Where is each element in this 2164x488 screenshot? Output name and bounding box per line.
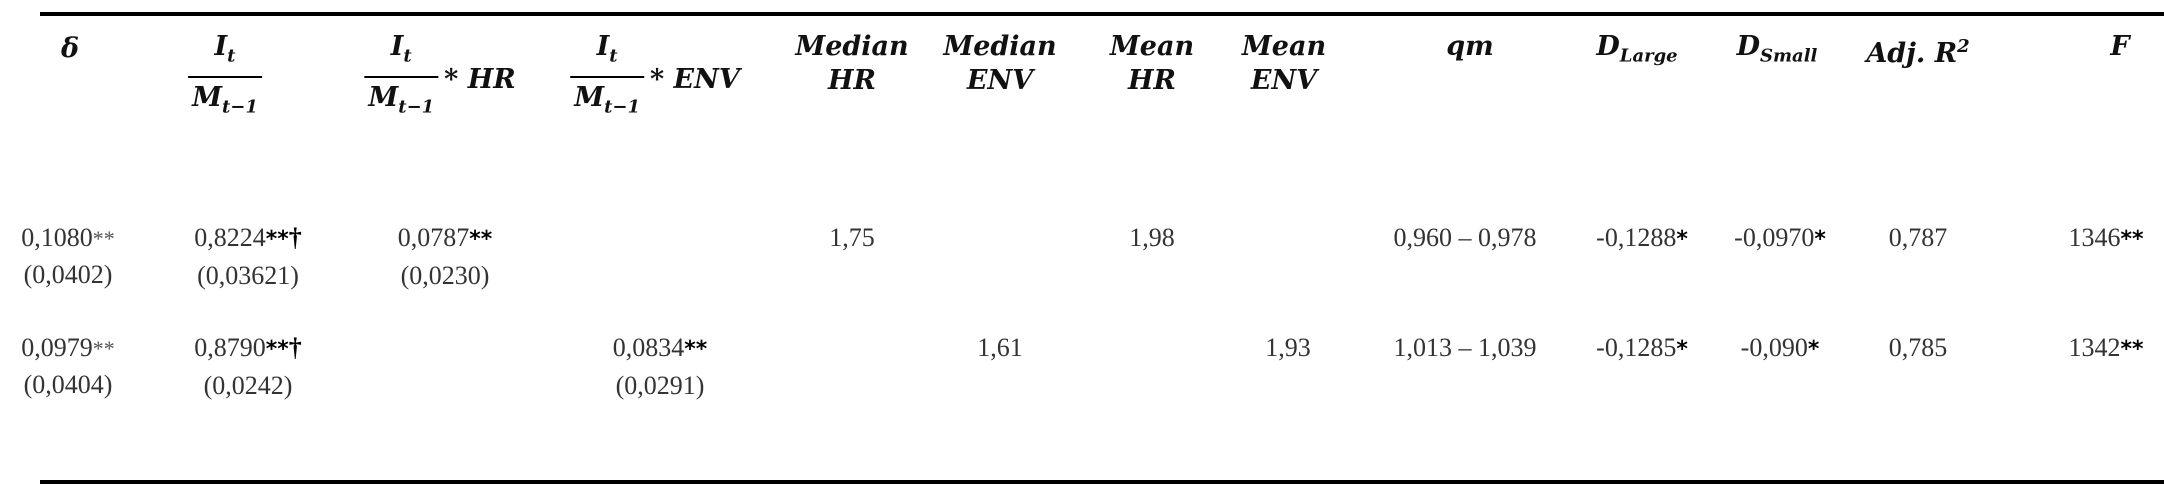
header-delta: δ (60, 33, 80, 64)
frac-denominator-sub: t−1 (221, 96, 258, 118)
header-median-env-line2: ENV (966, 65, 1034, 96)
row1-it-hr (398, 220, 493, 294)
row2-it (194, 330, 302, 404)
value: 0,8790 (194, 333, 266, 362)
value: -0,090 (1740, 333, 1808, 362)
header-adj-r2 (1866, 30, 1969, 71)
value: 1346 (2068, 223, 2121, 252)
stars: ** (2120, 227, 2144, 252)
frac-numerator: I (390, 31, 404, 62)
row2-d-large (1596, 330, 1688, 368)
row2-median-env: 1,61 (977, 333, 1023, 362)
frac-denominator-sub: t−1 (398, 96, 435, 118)
std-error: (0,0402) (23, 260, 113, 289)
value: 0,0787 (397, 223, 470, 252)
row2-f (2068, 330, 2143, 368)
header-median-hr-line1: Median (795, 31, 909, 62)
header-median-env-line1: Median (943, 31, 1057, 62)
suffix-hr: * HR (444, 64, 516, 96)
frac-denominator: M (368, 82, 399, 114)
std-error: (0,0242) (203, 371, 293, 400)
value: 1342 (2068, 333, 2121, 362)
top-rule (40, 12, 2164, 16)
dagger: † (288, 333, 302, 362)
header-mean-hr-line1: Mean (1109, 31, 1195, 62)
stars: ** (92, 226, 115, 251)
stars: ** (92, 336, 115, 361)
row2-qm: 1,013 – 1,039 (1393, 333, 1537, 362)
stars: * (1676, 337, 1688, 362)
stars: ** (265, 337, 289, 362)
header-median-hr (795, 30, 908, 98)
frac-numerator-sub: t (403, 45, 412, 67)
header-median-hr-line2: HR (828, 65, 876, 96)
header-d-large (1596, 30, 1677, 73)
frac-numerator: I (214, 31, 228, 62)
value: 0,0834 (612, 333, 685, 362)
stars: ** (684, 337, 708, 362)
value: -0,1285 (1596, 333, 1677, 362)
header-it-over-m (188, 30, 262, 125)
row1-mean-hr: 1,98 (1129, 223, 1175, 252)
value: 0,0979 (21, 333, 93, 362)
row2-it-env (613, 330, 708, 404)
row2-mean-env: 1,93 (1265, 333, 1311, 362)
d-small-symbol: D (1736, 31, 1761, 62)
row2-d-small (1741, 330, 1820, 368)
std-error: (0,0404) (23, 370, 113, 399)
header-it-over-m-hr (364, 30, 515, 125)
row1-median-hr: 1,75 (829, 223, 875, 252)
stars: * (1814, 227, 1826, 252)
header-mean-hr (1110, 30, 1194, 98)
row1-d-small (1734, 220, 1826, 258)
row1-qm: 0,960 – 0,978 (1393, 223, 1537, 252)
header-qm: qm (1446, 31, 1494, 62)
stars: ** (265, 227, 289, 252)
adj-r-symbol: Adj. R (1866, 38, 1958, 69)
header-f: F (2110, 31, 2130, 62)
value: 0,8224 (194, 223, 266, 252)
header-median-env (943, 30, 1056, 98)
d-large-symbol: D (1596, 31, 1620, 62)
row1-adj-r2: 0,787 (1888, 223, 1948, 252)
frac-denominator: M (192, 82, 222, 114)
frac-denominator-sub: t−1 (604, 96, 641, 118)
frac-numerator: I (596, 31, 610, 62)
header-mean-env-line1: Mean (1241, 31, 1327, 62)
dagger: † (288, 223, 302, 252)
frac-denominator: M (574, 82, 605, 114)
suffix-env: * ENV (650, 64, 740, 96)
row2-adj-r2: 0,785 (1888, 333, 1948, 362)
value: 0,1080 (21, 223, 93, 252)
row2-delta (21, 330, 115, 403)
header-mean-env (1242, 30, 1326, 98)
stars: ** (2120, 337, 2144, 362)
value: -0,0970 (1734, 223, 1815, 252)
header-mean-hr-line2: HR (1128, 65, 1176, 96)
row1-it (194, 220, 302, 294)
header-it-over-m-env (570, 30, 740, 125)
d-large-sub: Large (1619, 45, 1678, 67)
stars: ** (469, 227, 493, 252)
row1-d-large (1596, 220, 1688, 258)
std-error: (0,0291) (615, 371, 705, 400)
row1-f (2068, 220, 2143, 258)
value: -0,1288 (1596, 223, 1677, 252)
header-mean-env-line2: ENV (1250, 65, 1318, 96)
stars: * (1807, 337, 1820, 362)
header-d-small (1737, 30, 1818, 73)
std-error: (0,0230) (400, 261, 490, 290)
stars: * (1676, 227, 1688, 252)
frac-numerator-sub: t (227, 45, 236, 67)
frac-numerator-sub: t (609, 45, 618, 67)
d-small-sub: Small (1760, 45, 1818, 67)
row1-delta (21, 220, 115, 293)
std-error: (0,03621) (197, 261, 299, 290)
bottom-rule (40, 480, 2164, 484)
adj-r-sup: 2 (1957, 36, 1970, 57)
